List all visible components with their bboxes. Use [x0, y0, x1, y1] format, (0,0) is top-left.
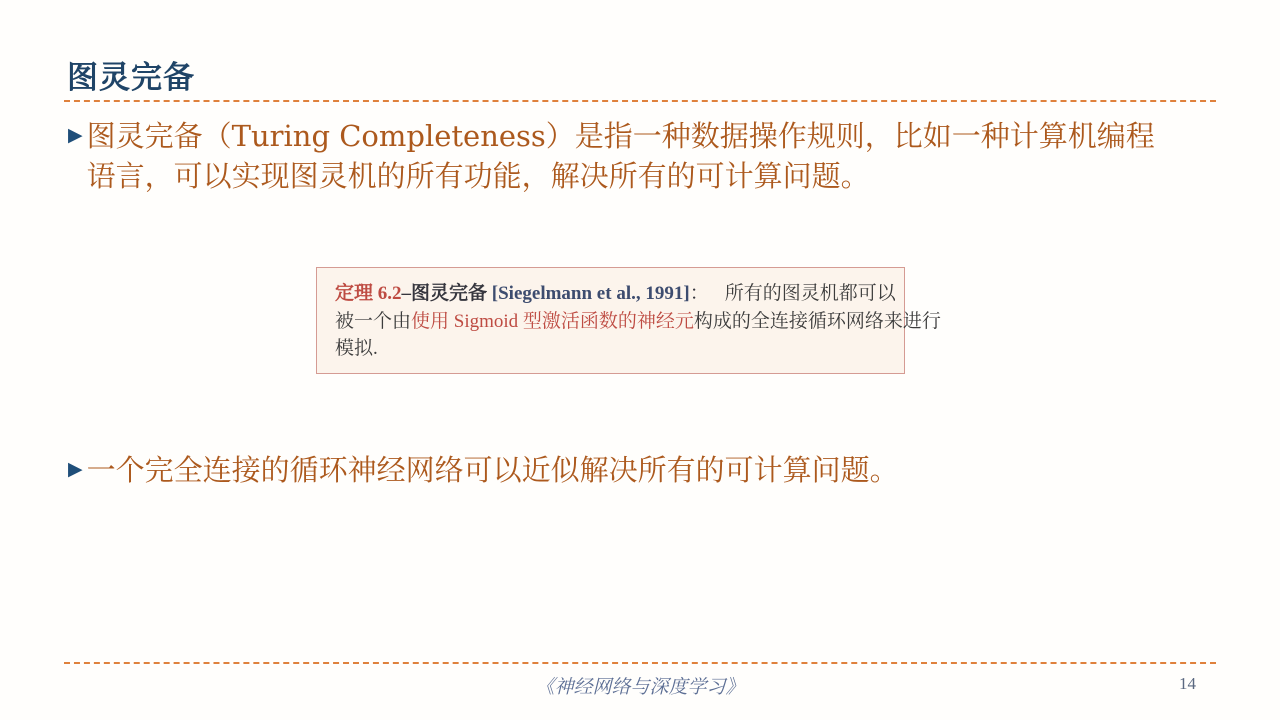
theorem-body-end: 模拟.: [335, 338, 378, 359]
theorem-line-2: [335, 308, 941, 336]
theorem-body-prefix: 被一个由: [335, 310, 412, 332]
bullet-item-turing-completeness: [68, 116, 1155, 196]
footer-book-title: 《神经网络与深度学习》: [535, 677, 745, 698]
bullet-item-rnn-computability: [68, 450, 899, 490]
page-title: 图灵完备: [67, 60, 195, 95]
theorem-highlight: 使用 Sigmoid 型激活函数的神经元: [411, 310, 694, 332]
theorem-box: [316, 267, 941, 374]
bullet-text: [87, 116, 1155, 196]
title-divider: [64, 100, 1216, 102]
bullet-line: 语言，可以实现图灵机的所有功能，解决所有的可计算问题。: [86, 159, 870, 193]
theorem-line-3: [335, 335, 886, 363]
theorem-colon: ：: [689, 283, 709, 304]
footer-divider: [64, 662, 1216, 664]
page-number: 14: [1179, 674, 1196, 693]
triangle-bullet-icon: ▶: [68, 459, 83, 480]
bullet-line: 一个完全连接的循环神经网络可以近似解决所有的可计算问题。: [86, 453, 899, 487]
theorem-body-start: 所有的图灵机都可以: [724, 283, 896, 304]
theorem-citation: [Siegelmann et al., 1991]: [487, 283, 690, 304]
theorem-label: 定理 6.2: [335, 283, 402, 304]
bullet-text: [87, 450, 899, 490]
theorem-title: –图灵完备: [401, 283, 488, 304]
triangle-bullet-icon: ▶: [68, 125, 83, 146]
theorem-line-1: [335, 280, 896, 308]
theorem-body-suffix: 构成的全连接循环网络来进行: [693, 310, 941, 332]
bullet-line: 图灵完备（Turing Completeness）是指一种数据操作规则，比如一种计算机编程: [86, 119, 1155, 153]
